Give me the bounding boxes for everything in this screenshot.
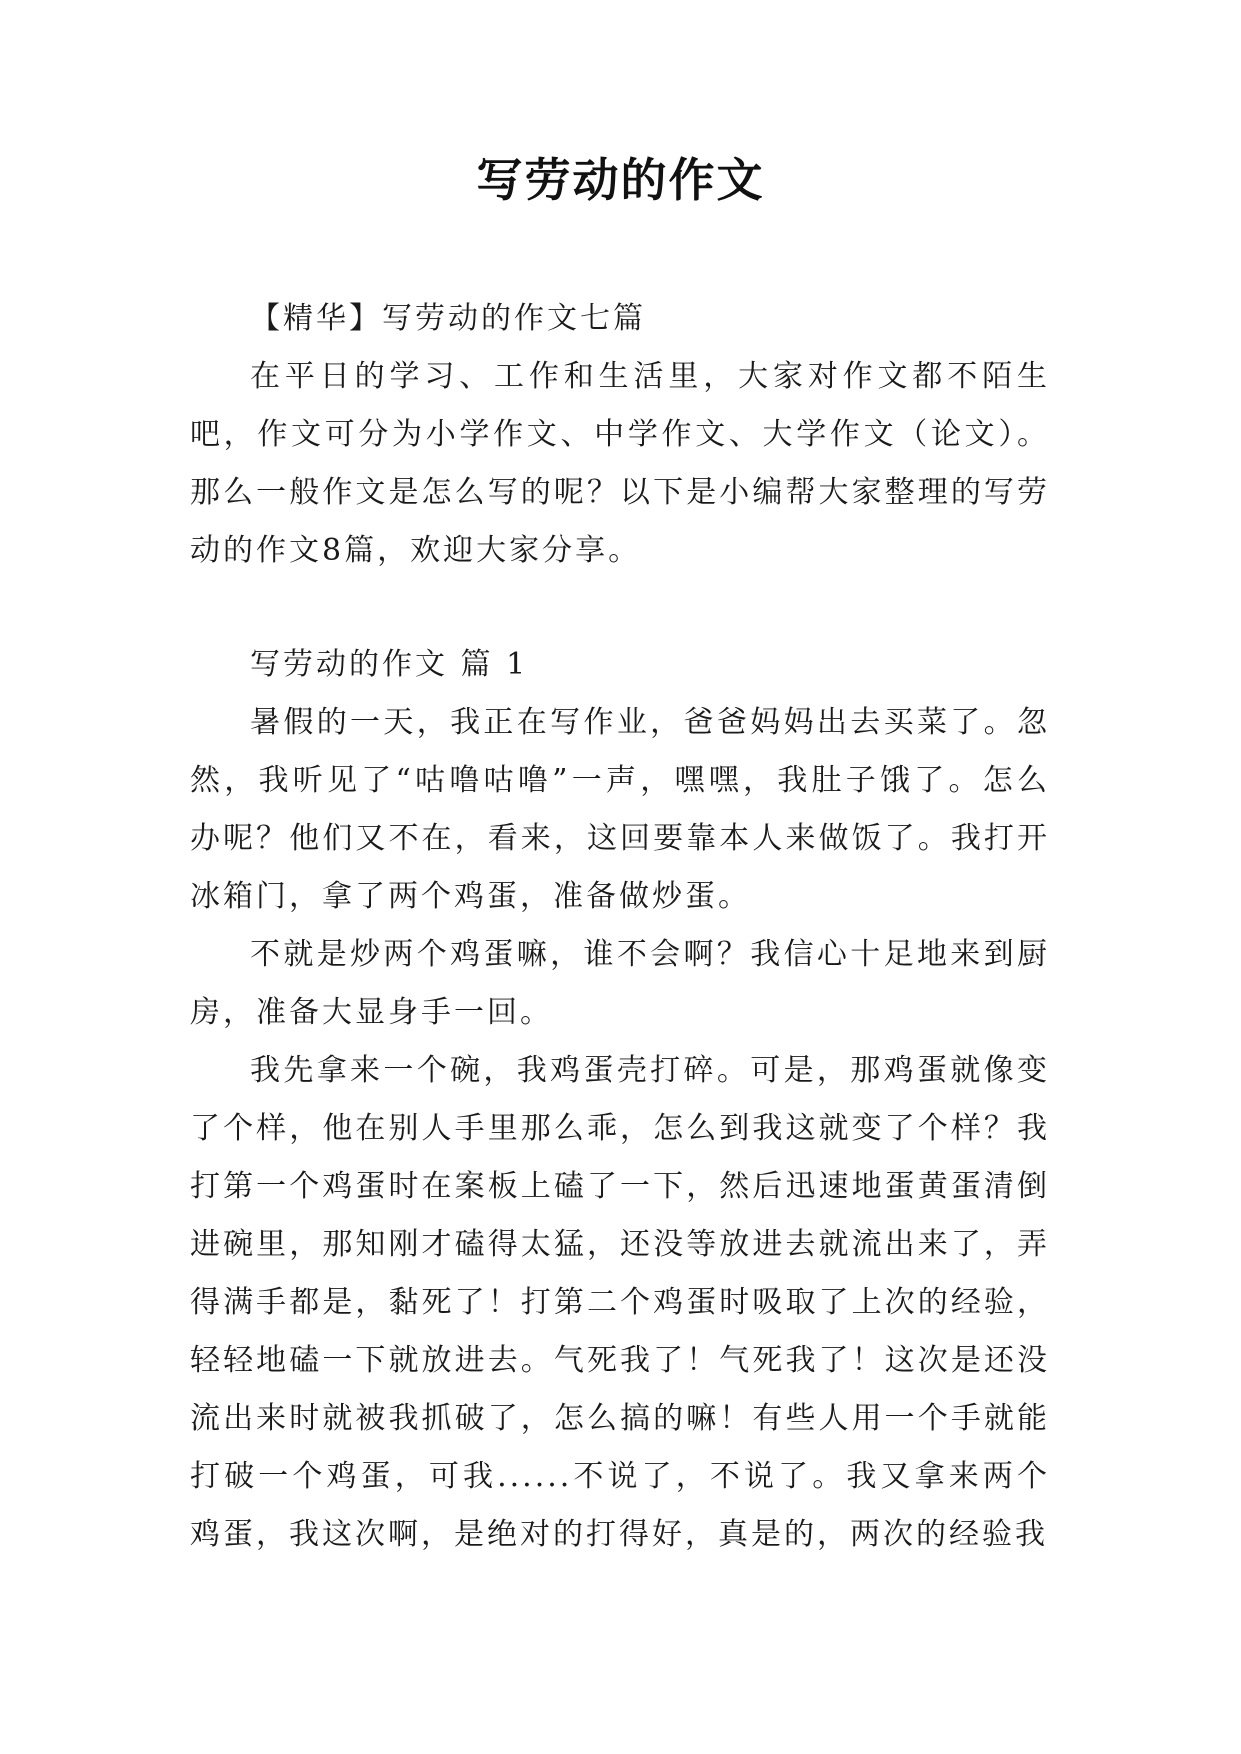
section-spacer: [190, 580, 1050, 636]
document-title: 写劳动的作文: [476, 153, 765, 207]
body-paragraph: 不就是炒两个鸡蛋嘛，谁不会啊？我信心十足地来到厨房，准备大显身手一回。: [190, 937, 1050, 1030]
intro-paragraph: 在平日的学习、工作和生活里，大家对作文都不陌生吧，作文可分为小学作文、中学作文、大学作文（论文）。那么一般作文是怎么写的呢？以下是小编帮大家整理的写劳动的作文8篇，欢迎大家分享。: [190, 359, 1050, 568]
document-body: [190, 290, 1050, 1564]
body-paragraph: 我先拿来一个碗，我鸡蛋壳打碎。可是，那鸡蛋就像变了个样，他在别人手里那么乖，怎么到我这就变了个样？我打第一个鸡蛋时在案板上磕了一下，然后迅速地蛋黄蛋清倒进碗里，那知刚才磕得太猛，还没等放进去就流出来了，弄得满手都是，黏死了！打第二个鸡蛋时吸取了上次的经验，轻轻地磕一下就放进去。气死我了！气死我了！这次是还没流出来时就被我抓破了，怎么搞的嘛！有些人用一个手就能打破一个鸡蛋，可我......不说了，不说了。我又拿来两个鸡蛋，我这次啊，是绝对的打得好，真是的，两次的经验我: [190, 1053, 1050, 1552]
body-paragraph: 暑假的一天，我正在写作业，爸爸妈妈出去买菜了。忽然，我听见了“咕噜咕噜”一声，嘿嘿，我肚子饿了。怎么办呢？他们又不在，看来，这回要靠本人来做饭了。我打开冰箱门，拿了两个鸡蛋，准备做炒蛋。: [190, 705, 1050, 914]
section-heading: 写劳动的作文 篇 1: [250, 647, 529, 682]
lead-line: 【精华】写劳动的作文七篇: [250, 301, 646, 336]
